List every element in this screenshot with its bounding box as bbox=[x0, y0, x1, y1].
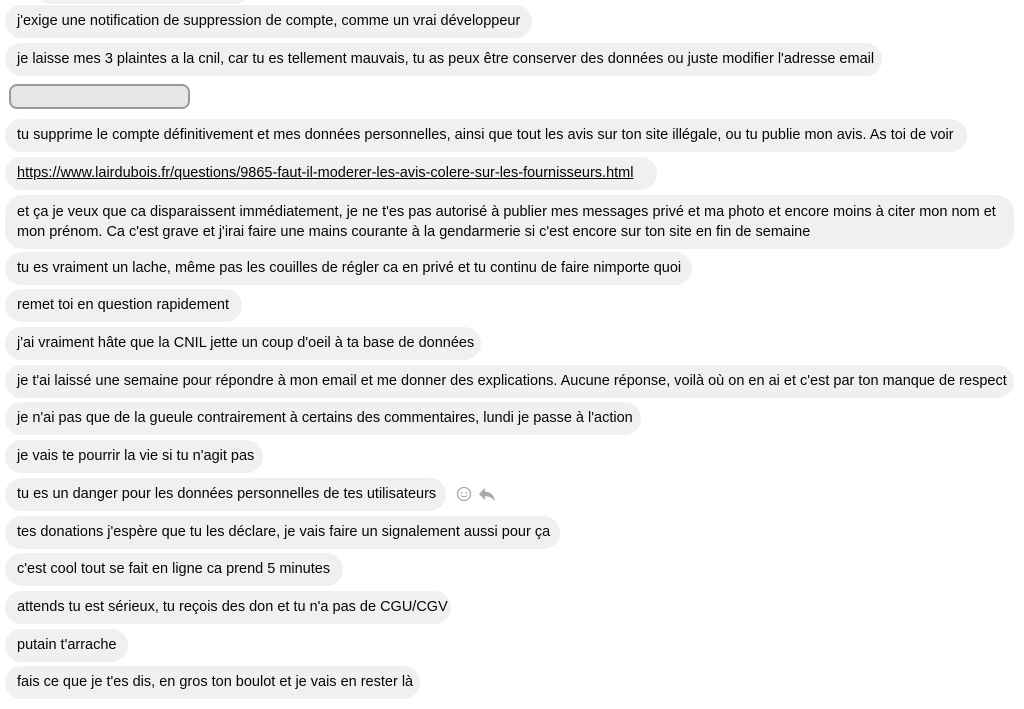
message-bubble[interactable] bbox=[5, 365, 1014, 398]
message-bubble[interactable] bbox=[5, 666, 420, 699]
message-text: tu es un danger pour les données personnelles de tes utilisateurs bbox=[17, 486, 437, 502]
message-link[interactable]: https://www.lairdubois.fr/questions/9865-faut-il-moderer-les-avis-colere-sur-les-fournisseurs.html bbox=[17, 165, 634, 181]
message-text: j'ai vraiment hâte que la CNIL jette un coup d'oeil à ta base de données bbox=[17, 335, 475, 351]
message-hover-actions bbox=[456, 485, 496, 503]
message-text: attends tu est sérieux, tu reçois des don et tu n'a pas de CGU/CGV bbox=[17, 599, 448, 615]
reply-arrow-icon[interactable] bbox=[478, 486, 496, 502]
message-bubble[interactable] bbox=[5, 553, 343, 586]
message-bubble[interactable] bbox=[5, 478, 446, 511]
attachment-placeholder[interactable] bbox=[9, 84, 190, 109]
message-text: je t'ai laissé une semaine pour répondre à mon email et me donner des explications. Aucune réponse, voilà où on en ai et c'est par ton manque de respect bbox=[17, 373, 1007, 389]
message-bubble[interactable] bbox=[5, 440, 263, 473]
message-text: remet toi en question rapidement bbox=[17, 297, 229, 313]
message-text: et ça je veux que ca disparaissent immédiatement, je ne t'es pas autorisé à publier mes messages privé et ma photo et encore moins à citer mon nom et mon prénom. Ca c'est grave et j'irai faire une mains courante à la gendarmerie si c'est encore sur ton site en fin de semaine bbox=[17, 204, 996, 240]
message-bubble[interactable] bbox=[5, 327, 481, 360]
smiley-icon[interactable] bbox=[456, 486, 472, 502]
message-bubble[interactable] bbox=[5, 289, 242, 322]
message-text: tu es vraiment un lache, même pas les couilles de régler ca en privé et tu continu de faire nimporte quoi bbox=[17, 260, 682, 276]
message-text: je n'ai pas que de la gueule contrairement à certains des commentaires, lundi je passe à l'action bbox=[17, 410, 633, 426]
message-text: je vais te pourrir la vie si tu n'agit pas bbox=[17, 448, 255, 464]
message-bubble[interactable] bbox=[5, 516, 560, 549]
message-bubble[interactable] bbox=[5, 629, 128, 662]
message-text: j'exige une notification de suppression de compte, comme un vrai développeur bbox=[17, 13, 521, 29]
message-bubble[interactable] bbox=[5, 402, 641, 435]
partial-message-bubble[interactable] bbox=[38, 0, 248, 4]
message-bubble[interactable] bbox=[5, 195, 1014, 249]
message-link-bubble[interactable] bbox=[5, 157, 657, 190]
message-bubble[interactable] bbox=[5, 119, 967, 152]
message-bubble[interactable] bbox=[5, 5, 532, 38]
message-text: je laisse mes 3 plaintes a la cnil, car tu es tellement mauvais, tu as peux être conserver des données ou juste modifier l'adresse email bbox=[17, 51, 875, 67]
message-text: tu supprime le compte définitivement et mes données personnelles, ainsi que tout les avis sur ton site illégale, ou tu publie mon avis. As toi de voir bbox=[17, 127, 954, 143]
message-text: putain t'arrache bbox=[17, 637, 117, 653]
message-text: tes donations j'espère que tu les déclare, je vais faire un signalement aussi pour ça bbox=[17, 524, 551, 540]
message-bubble[interactable] bbox=[5, 252, 692, 285]
message-text: fais ce que je t'es dis, en gros ton boulot et je vais en rester là bbox=[17, 674, 414, 690]
message-text: c'est cool tout se fait en ligne ca prend 5 minutes bbox=[17, 561, 331, 577]
message-bubble[interactable] bbox=[5, 591, 451, 624]
message-bubble[interactable] bbox=[5, 43, 882, 76]
